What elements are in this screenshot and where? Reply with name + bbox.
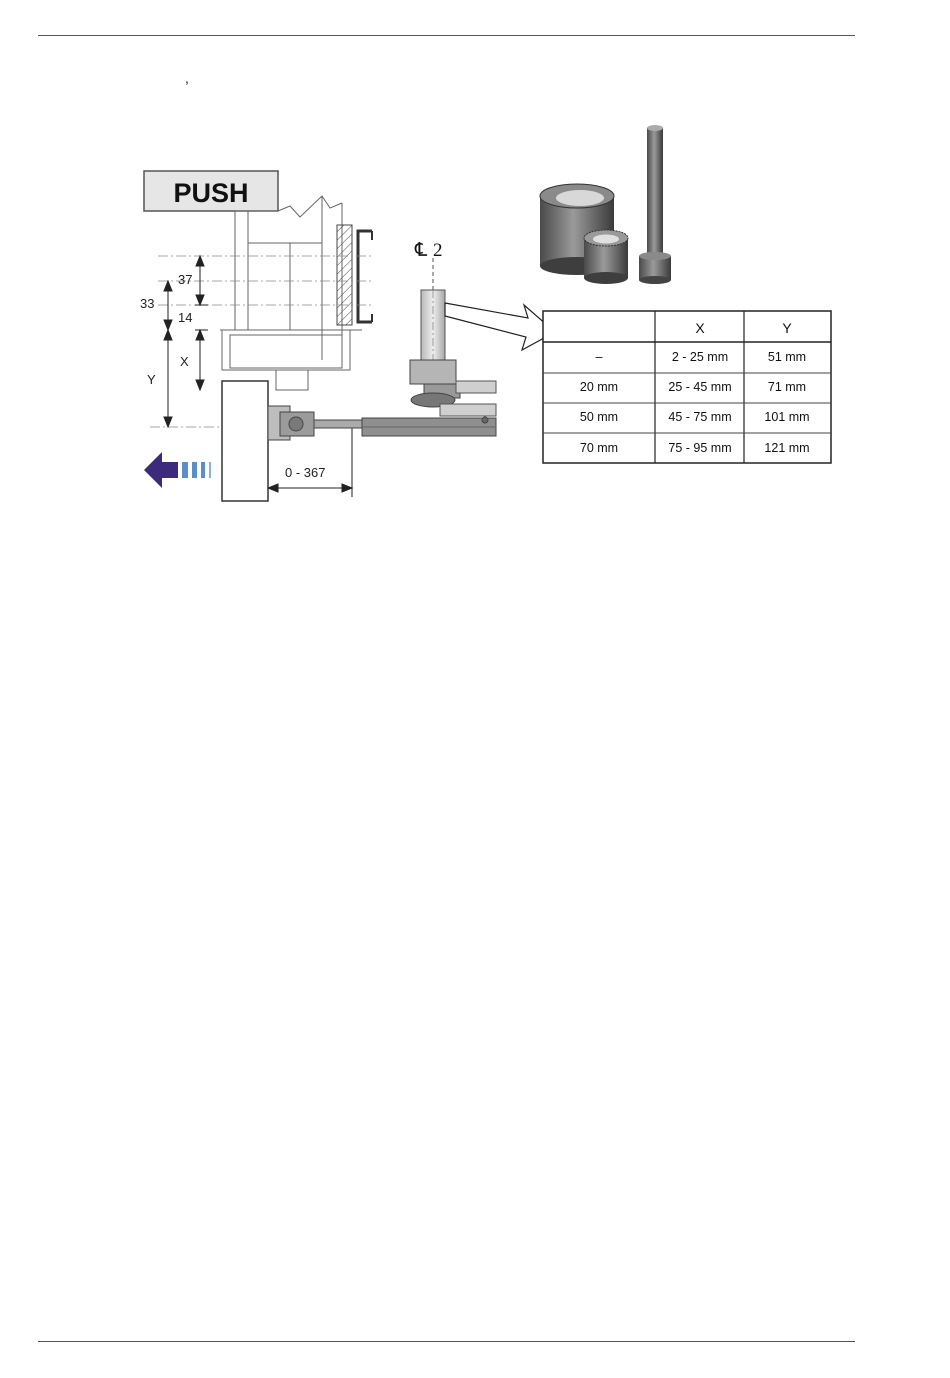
callout-arrow: [445, 303, 555, 350]
table-cell-r1-c1: –: [595, 350, 603, 364]
table-cell-r1-c3: 51 mm: [767, 350, 807, 364]
fixing-bolt: [639, 125, 671, 284]
push-sign: [144, 171, 278, 211]
door-leaf: [222, 381, 268, 501]
dim-37: 37: [178, 272, 193, 287]
spec-table: [543, 311, 831, 463]
table-cell-r2-c3: 71 mm: [767, 380, 807, 394]
table-cell-r2-c1: 20 mm: [579, 380, 619, 394]
table-cell-r1-c2: 2 - 25 mm: [671, 350, 729, 364]
table-header-x: X: [695, 320, 705, 336]
hardware-parts-illustration: [540, 125, 671, 284]
table-cell-r4-c1: 70 mm: [579, 441, 619, 455]
dim-y: Y: [147, 372, 156, 387]
centerline-glyph: ℄: [415, 240, 428, 261]
table-header-y: Y: [782, 320, 792, 336]
table-cell-r3-c2: 45 - 75 mm: [668, 410, 732, 424]
centerline-symbol: [414, 240, 443, 261]
wall-section: [337, 225, 372, 325]
push-label: PUSH: [173, 178, 249, 208]
centerline-label: 2: [433, 240, 443, 261]
dim-33: 33: [140, 296, 155, 311]
dim-range: 0 - 367: [285, 465, 326, 480]
table-cell-r4-c2: 75 - 95 mm: [668, 441, 732, 455]
table-cell-r2-c2: 25 - 45 mm: [668, 380, 732, 394]
page-mark: ,: [185, 70, 189, 86]
table-cell-r3-c1: 50 mm: [579, 410, 619, 424]
table-cell-r4-c3: 121 mm: [764, 441, 810, 455]
dim-14: 14: [178, 310, 193, 325]
spacer-sleeve-small: [584, 230, 628, 284]
pivot-pin: [410, 258, 496, 416]
dim-x: X: [180, 354, 189, 369]
push-direction-arrow: [144, 452, 211, 488]
table-cell-r3-c3: 101 mm: [764, 410, 810, 424]
